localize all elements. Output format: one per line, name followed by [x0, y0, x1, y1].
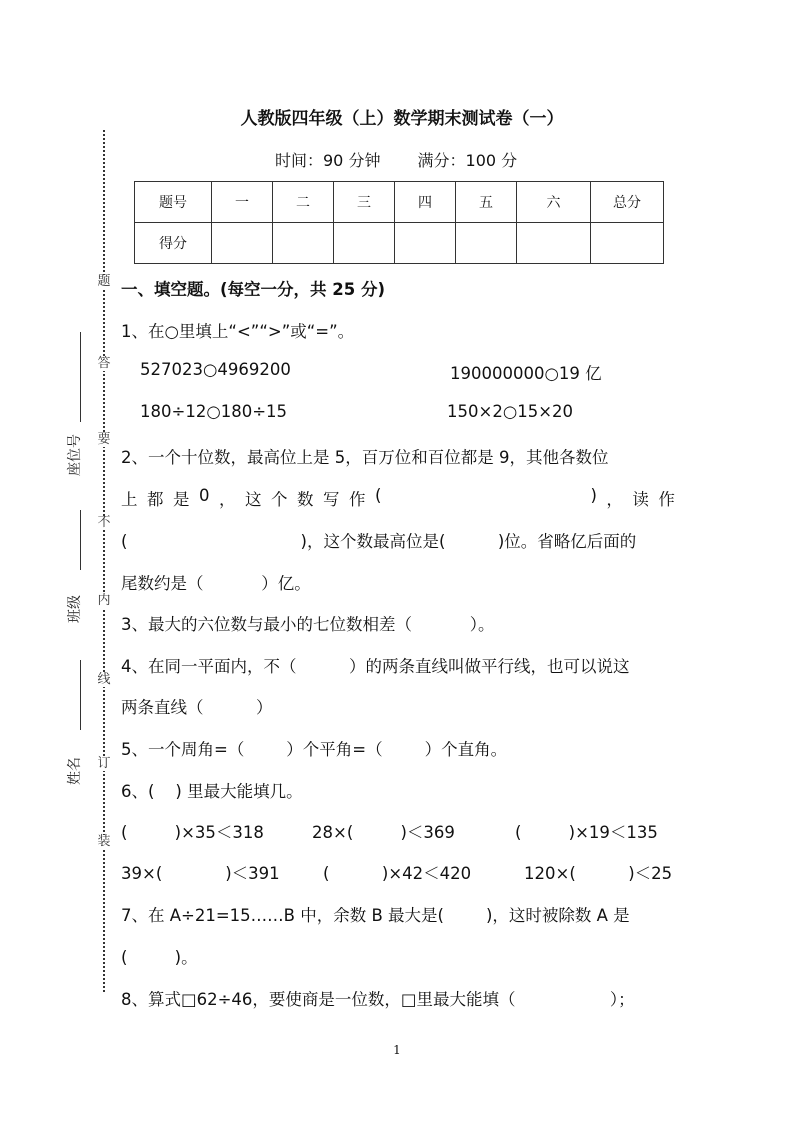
page-title: 人教版四年级（上）数学期末测试卷（一） — [240, 109, 564, 129]
page-number: 1 — [393, 1043, 401, 1057]
question-7-line-1: 7、在 A÷21=15……B 中，余数 B 最大是( )，这时被除数 A 是 — [121, 906, 630, 925]
q6-item: ( )×19＜135 — [515, 823, 658, 842]
q2-char: ) — [590, 486, 597, 505]
header-cell: 一 — [212, 182, 273, 223]
question-5: 5、一个周角=（ ）个平角=（ ）个直角。 — [121, 740, 508, 759]
time-label: 时间：90 分钟 — [275, 151, 381, 170]
question-6: 6、( ) 里最大能填几。 — [121, 782, 303, 801]
q2-char: 上 — [121, 490, 138, 509]
section-heading: 一、填空题。(每空一分，共 25 分) — [121, 280, 386, 299]
q6-item: ( )×35＜318 — [121, 823, 264, 842]
binding-char: 订 — [97, 756, 111, 771]
binding-char: 题 — [97, 274, 111, 289]
q2-char: 这 — [245, 490, 262, 509]
q1-item: 180÷12○180÷15 — [140, 402, 288, 421]
binding-char: 内 — [97, 593, 111, 608]
score-cell[interactable] — [517, 223, 591, 264]
question-7-line-2: ( )。 — [121, 948, 198, 967]
answer-blank[interactable] — [391, 486, 581, 510]
question-2-line-3: ( )，这个数最高位是( )位。省略亿后面的 — [121, 532, 637, 551]
header-cell: 二 — [273, 182, 334, 223]
question-1: 1、在○里填上“<”“>”或“=”。 — [121, 322, 355, 341]
q6-item: 28×( )＜369 — [312, 823, 455, 842]
binding-char: 装 — [97, 834, 111, 849]
q6-item: ( )×42＜420 — [323, 864, 472, 883]
score-cell[interactable] — [334, 223, 395, 264]
question-2-line-1: 2、一个十位数，最高位上是 5，百万位和百位都是 9，其他各数位 — [121, 448, 609, 467]
name-underline — [80, 660, 81, 730]
q1-item: 150×2○15×20 — [447, 402, 574, 421]
q2-char: ( — [375, 486, 382, 505]
question-4-line-2: 两条直线（ ） — [121, 698, 273, 717]
q2-char: ， — [219, 490, 236, 509]
class-label: 班级 — [67, 595, 83, 623]
score-row-label: 得分 — [135, 223, 212, 264]
binding-char: 不 — [97, 515, 111, 530]
header-cell: 五 — [456, 182, 517, 223]
score-table-score-row — [135, 223, 664, 264]
exam-info — [275, 148, 549, 171]
q2-char: ， — [606, 490, 623, 509]
binding-char: 线 — [97, 672, 111, 687]
q6-item: 120×( )＜25 — [524, 864, 673, 883]
binding-char: 要 — [97, 432, 111, 447]
header-cell: 总分 — [591, 182, 664, 223]
score-table-header-row — [135, 182, 664, 223]
question-3: 3、最大的六位数与最小的七位数相差（ ）。 — [121, 615, 495, 634]
q2-char: 读 — [632, 490, 649, 509]
q2-char: 都 — [147, 490, 164, 509]
question-2-line-4: 尾数约是（ ）亿。 — [121, 574, 311, 593]
q1-item: 527023○4969200 — [140, 360, 291, 379]
score-cell[interactable] — [395, 223, 456, 264]
header-cell: 四 — [395, 182, 456, 223]
q2-char: 写 — [323, 490, 340, 509]
binding-char: 答 — [97, 356, 111, 371]
score-cell[interactable] — [212, 223, 273, 264]
seat-underline — [80, 332, 81, 422]
q2-char: 个 — [271, 490, 288, 509]
binding-dotted-line — [103, 130, 105, 992]
score-cell[interactable] — [456, 223, 517, 264]
header-cell: 题号 — [135, 182, 212, 223]
header-cell: 三 — [334, 182, 395, 223]
score-table — [134, 181, 664, 264]
class-underline — [80, 510, 81, 570]
q6-item: 39×( )＜391 — [121, 864, 280, 883]
q1-item: 190000000○19 亿 — [450, 364, 602, 383]
score-cell[interactable] — [273, 223, 334, 264]
q2-char: 数 — [297, 490, 314, 509]
q2-char: 是 — [173, 490, 190, 509]
q2-char: 作 — [349, 490, 366, 509]
question-2-line-2 — [121, 486, 675, 510]
question-4-line-1: 4、在同一平面内，不（ ）的两条直线叫做平行线，也可以说这 — [121, 657, 630, 676]
score-label: 满分：100 分 — [417, 151, 518, 170]
header-cell: 六 — [517, 182, 591, 223]
question-8: 8、算式□62÷46，要使商是一位数，□里最大能填（ ）； — [121, 990, 635, 1009]
name-label: 姓名 — [67, 757, 83, 785]
q2-char: 作 — [658, 490, 675, 509]
q2-char: 0 — [199, 486, 210, 505]
seat-label: 座位号 — [67, 434, 83, 476]
score-cell[interactable] — [591, 223, 664, 264]
